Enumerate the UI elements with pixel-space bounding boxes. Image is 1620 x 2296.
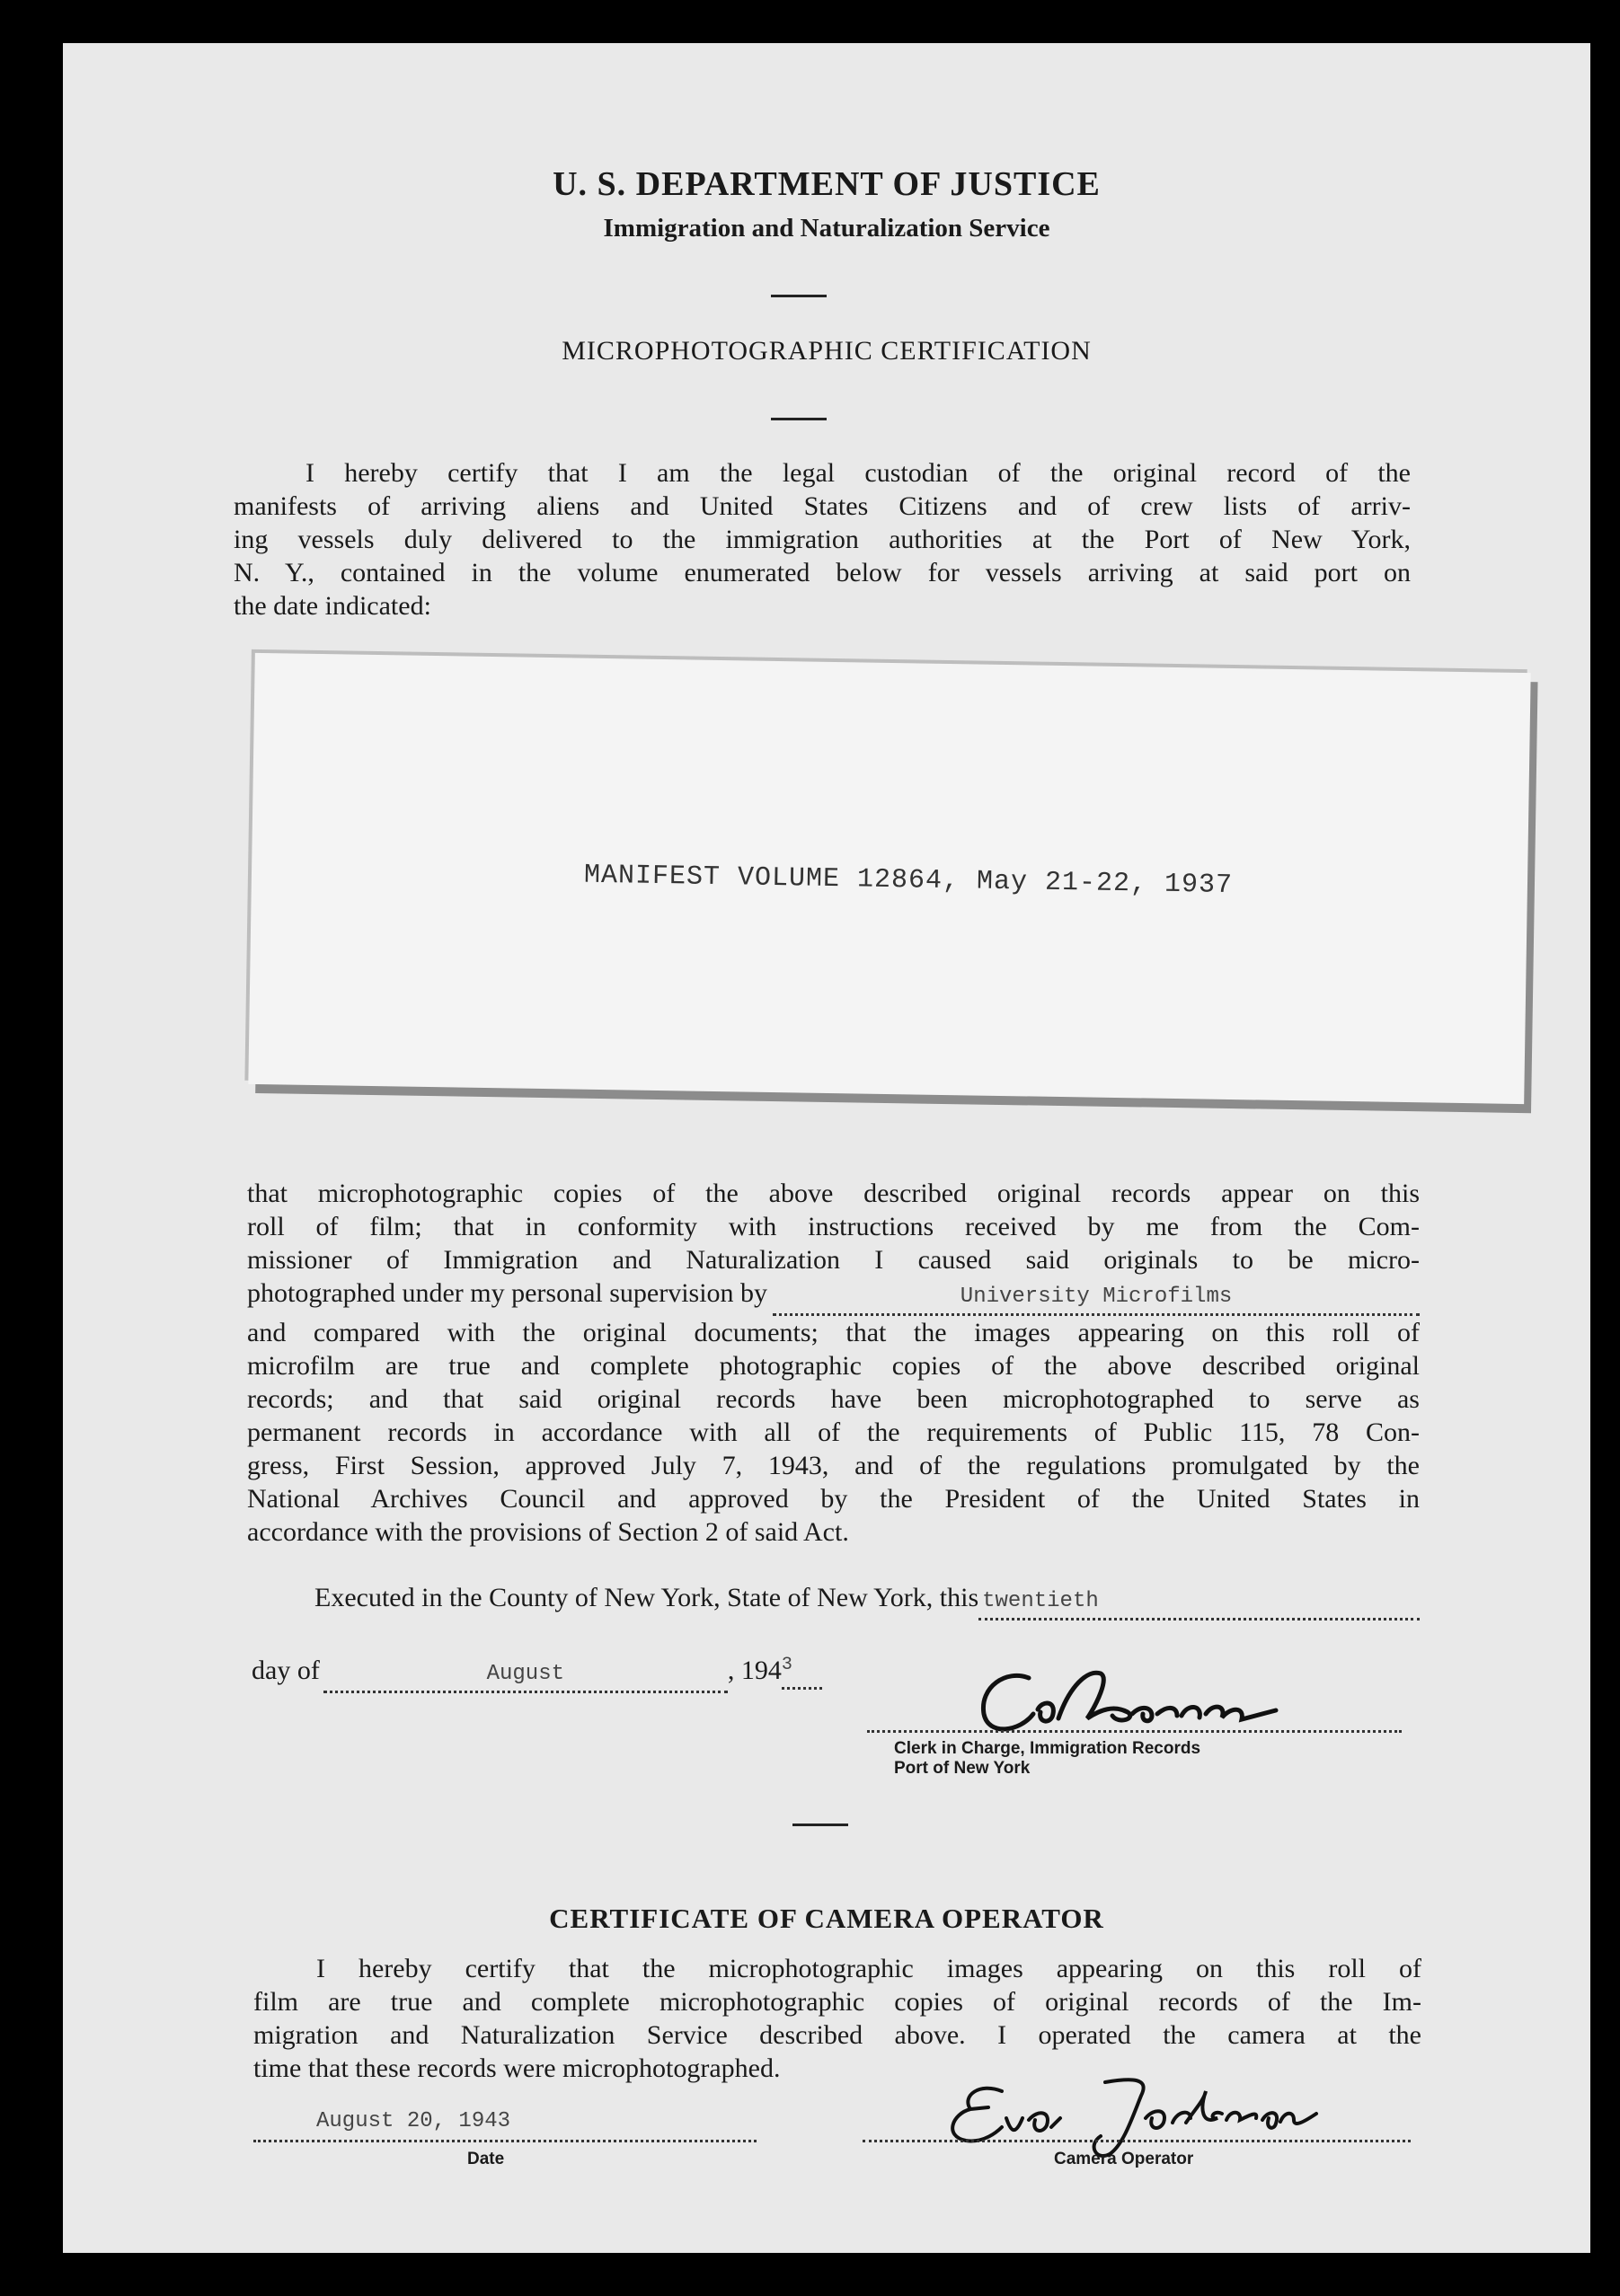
executed-line	[314, 1581, 1420, 1620]
agency-heading: U. S. DEPARTMENT OF JUSTICE	[553, 165, 1101, 203]
camera-line: film are true and complete microphotographic copies of original records of the Im-	[253, 1987, 1421, 2017]
clerk-signature	[952, 1651, 1312, 1750]
divider	[792, 1824, 848, 1826]
camera-signature-line	[863, 2109, 1411, 2142]
camera-certificate-title: CERTIFICATE OF CAMERA OPERATOR	[549, 1903, 1104, 1934]
manifest-card	[248, 653, 1530, 1104]
camera-operator-label: Camera Operator	[1054, 2150, 1194, 2168]
body-line: National Archives Council and approved by the President of the United States in	[247, 1484, 1420, 1514]
body-line	[247, 1276, 1420, 1316]
intro-line: ing vessels duly delivered to the immigration authorities at the Port of New York,	[234, 525, 1411, 554]
clerk-title-line: Port of New York	[894, 1759, 1031, 1778]
body-paragraph	[247, 1177, 1420, 1549]
clerk-title-line: Clerk in Charge, Immigration Records	[894, 1739, 1201, 1758]
intro-line: manifests of arriving aliens and United States Citizens and of crew lists of arriv-	[234, 491, 1411, 521]
body-line: missioner of Immigration and Naturalization I caused said originals to be micro-	[247, 1245, 1420, 1275]
supervision-label: photographed under my personal supervision by	[247, 1278, 768, 1308]
camera-line: migration and Naturalization Service described above. I operated the camera at the	[253, 2020, 1421, 2050]
body-line: permanent records in accordance with all of the requirements of Public 115, 78 Con-	[247, 1417, 1420, 1447]
camera-line: time that these records were microphotographed.	[253, 2053, 781, 2083]
day-value: twentieth	[982, 1589, 1099, 1613]
year-prefix: , 194	[727, 1656, 782, 1685]
service-subheading: Immigration and Naturalization Service	[603, 214, 1050, 243]
body-line: roll of film; that in conformity with instructions received by me from the Com-	[247, 1212, 1420, 1241]
certification-title: MICROPHOTOGRAPHIC CERTIFICATION	[562, 336, 1092, 366]
clerk-title	[894, 1739, 1200, 1779]
camera-line: I hereby certify that the microphotographic images appearing on this roll of	[316, 1954, 1421, 1983]
day-of-label: day of	[252, 1656, 320, 1685]
manifest-volume-text: MANIFEST VOLUME 12864, May 21-22, 1937	[583, 860, 1234, 901]
divider	[771, 418, 827, 420]
intro-line: N. Y., contained in the volume enumerated below for vessels arriving at said port on	[234, 558, 1411, 587]
intro-line: the date indicated:	[234, 591, 431, 621]
intro-paragraph	[234, 456, 1411, 623]
microfilmer-value: University Microfilms	[960, 1285, 1233, 1309]
intro-line: I hereby certify that I am the legal custodian of the original record of the	[305, 458, 1411, 488]
clerk-signature-line	[867, 1730, 1402, 1733]
body-line: accordance with the provisions of Section 2 of said Act.	[247, 1517, 849, 1547]
date-field	[253, 2109, 757, 2142]
body-line: records; and that said original records have been microphotographed to serve as	[247, 1384, 1420, 1414]
body-line: gress, First Session, approved July 7, 1943, and of the regulations promulgated by the	[247, 1451, 1420, 1480]
executed-label: Executed in the County of New York, State of New York, this	[314, 1583, 979, 1612]
camera-date-value: August 20, 1943	[316, 2109, 511, 2133]
month-value: August	[486, 1662, 565, 1686]
date-line	[252, 1648, 822, 1693]
year-digit: 3	[781, 1655, 792, 1675]
divider	[771, 295, 827, 297]
body-line: microfilm are true and complete photographic copies of the above described original	[247, 1351, 1420, 1381]
date-label: Date	[467, 2150, 505, 2168]
body-line: that microphotographic copies of the above described original records appear on this	[247, 1179, 1420, 1208]
body-line: and compared with the original documents; that the images appearing on this roll of	[247, 1318, 1420, 1347]
certificate-sheet	[63, 43, 1590, 2253]
